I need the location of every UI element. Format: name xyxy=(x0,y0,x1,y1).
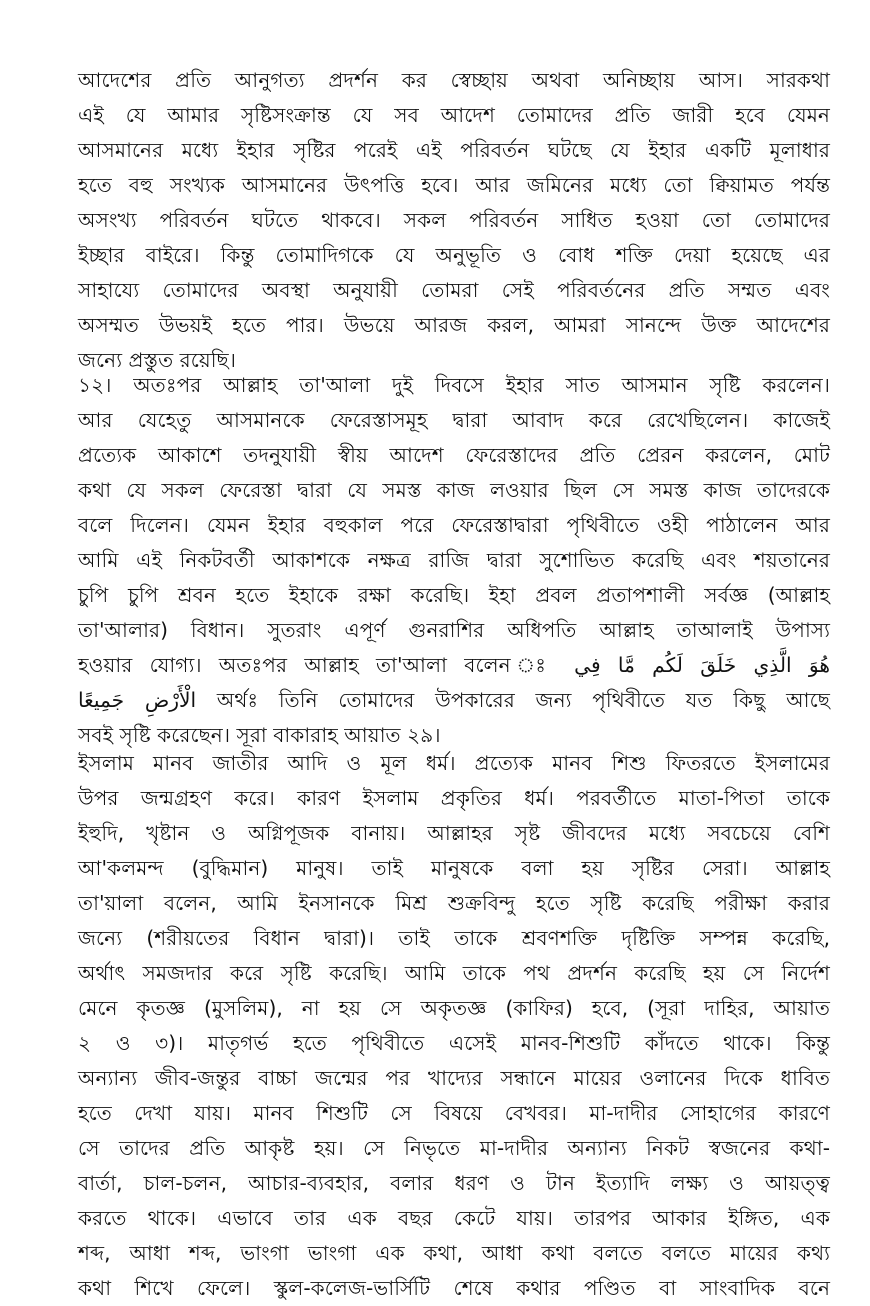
text-line: আর যেহেতু আসমানকে ফেরেস্তাসমূহ দ্বারা আবাদ করে রেখেছিলেন। কাজেই xyxy=(78,408,830,432)
text-line: অসংখ্য পরিবর্তন ঘটতে থাকবে। সকল পরিবর্তন সাধিত হওয়া তো তোমাদের xyxy=(78,208,830,232)
text-line: চুপি চুপি শ্রবন হতে ইহাকে রক্ষা করেছি। ইহা প্রবল প্রতাপশালী সর্বজ্ঞ (আল্লাহ xyxy=(78,583,830,607)
text-line: কথা শিখে ফেলে। স্কুল-কলেজ-ভার্সিটি শেষে কথার পণ্ডিত বা সাংবাদিক বনে xyxy=(78,1276,830,1300)
text-line: করতে থাকে। এভাবে তার এক বছর কেটে যায়। তারপর আকার ইঙ্গিত, এক xyxy=(78,1206,830,1230)
text-line: হতে দেখা যায়। মানব শিশুটি সে বিষয়ে বেখবর। মা-দাদীর সোহাগের কারণে xyxy=(78,1101,830,1125)
text-line: ইহুদি, খৃষ্টান ও অগ্নিপূজক বানায়। আল্লাহর সৃষ্ট জীবদের মধ্যে সবচেয়ে বেশি xyxy=(78,821,830,845)
paragraph-2 xyxy=(78,368,830,753)
text-line: আদেশের প্রতি আনুগত্য প্রদর্শন কর স্বেচ্ছায় অথবা অনিচ্ছায় আস। সারকথা xyxy=(78,68,830,92)
text-line: এই যে আমার সৃষ্টিসংক্রান্ত যে সব আদেশ তোমাদের প্রতি জারী হবে যেমন xyxy=(78,103,830,127)
text-line: সাহায্যে তোমাদের অবস্থা অনুযায়ী তোমরা সেই পরিবর্তনের প্রতি সম্মত এবং xyxy=(78,278,830,302)
text-line: ১২। অতঃপর আল্লাহ তা'আলা দুই দিবসে ইহার সাত আসমান সৃষ্টি করলেন। xyxy=(78,373,830,397)
text-line: উপর জন্মগ্রহণ করে। কারণ ইসলাম প্রকৃতির ধর্ম। পরবর্তীতে মাতা-পিতা তাকে xyxy=(78,786,830,810)
text-line: তা'য়ালা বলেন, আমি ইনসানকে মিশ্র শুক্রবিন্দু হতে সৃষ্টি করেছি পরীক্ষা করার xyxy=(78,891,830,915)
text-line: শব্দ, আধা শব্দ, ভাংগা ভাংগা এক কথা, আধা কথা বলতে বলতে মায়ের কথ্য xyxy=(78,1241,830,1265)
text-line: আসমানের মধ্যে ইহার সৃষ্টির পরেই এই পরিবর্তন ঘটছে যে ইহার একটি মূলাধার xyxy=(78,138,830,162)
text-line: সবই সৃষ্টি করেছেন। সূরা বাকারাহ আয়াত ২৯। xyxy=(78,723,441,747)
text-line: বলে দিলেন। যেমন ইহার বহুকাল পরে ফেরেস্তাদ্বারা পৃথিবীতে ওহী পাঠালেন আর xyxy=(78,513,830,537)
text-line: হতে বহু সংখ্যক আসমানের উৎপত্তি হবে। আর জমিনের মধ্যে তো ক্বিয়ামত পর্যন্ত xyxy=(78,173,830,197)
text-line: আ'কলমন্দ (বুদ্ধিমান) মানুষ। তাই মানুষকে বলা হয় সৃষ্টির সেরা। আল্লাহ xyxy=(78,856,830,880)
text-line: জন্যে (শরীয়তের বিধান দ্বারা)। তাই তাকে শ্রবণশক্তি দৃষ্টিক্তি সম্পন্ন করেছি, xyxy=(78,926,830,950)
text-line: জন্যে প্রস্তুত রয়েছি। xyxy=(78,348,236,372)
text-line: অন্যান্য জীব-জন্তুর বাচ্চা জন্মের পর খাদ্যের সন্ধানে মায়ের ওলানের দিকে ধাবিত xyxy=(78,1066,830,1090)
text-line: অসম্মত উভয়ই হতে পার। উভয়ে আরজ করল, আমরা সানন্দে উক্ত আদেশের xyxy=(78,313,830,337)
text-line: ইসলাম মানব জাতীর আদি ও মূল ধর্ম। প্রত্যেক মানব শিশু ফিতরতে ইসলামের xyxy=(78,751,830,775)
text-line: মেনে কৃতজ্ঞ (মুসলিম), না হয় সে অকৃতজ্ঞ (কাফির) হবে, (সূরা দাহির, আয়াত xyxy=(78,996,830,1020)
text-line: ইচ্ছার বাইরে। কিন্তু তোমাদিগকে যে অনুভূতি ও বোধ শক্তি দেয়া হয়েছে এর xyxy=(78,243,830,267)
text-line: ২ ও ৩)। মাতৃগর্ভ হতে পৃথিবীতে এসেই মানব-শিশুটি কাঁদতে থাকে। কিন্তু xyxy=(78,1031,830,1055)
paragraph-3 xyxy=(78,746,830,1306)
text-line: বার্তা, চাল-চলন, আচার-ব্যবহার, বলার ধরণ ও টান ইত্যাদি লক্ষ্য ও আয়ত্ত্ব xyxy=(78,1171,830,1195)
text-line-with-arabic-verse: হওয়ার যোগ্য। অতঃপর আল্লাহ তা'আলা বলেন ঃ هُوَ الَّذِي خَلَقَ لَكُم مَّا فِي xyxy=(78,653,830,677)
text-line: অর্থাৎ সমজদার করে সৃষ্টি করেছি। আমি তাকে পথ প্রদর্শন করেছি হয় সে নির্দেশ xyxy=(78,961,830,985)
text-line: প্রত্যেক আকাশে তদনুযায়ী স্বীয় আদেশ ফেরেস্তাদের প্রতি প্রেরন করলেন, মোট xyxy=(78,443,830,467)
text-line: কথা যে সকল ফেরেস্তা দ্বারা যে সমস্ত কাজ লওয়ার ছিল সে সমস্ত কাজ তাদেরকে xyxy=(78,478,830,502)
paragraph-1 xyxy=(78,63,830,378)
text-line-with-arabic-verse: الْأَرْضِ جَمِيعًا অর্থঃ তিনি তোমাদের উপকারের জন্য পৃথিবীতে যত কিছু আছে xyxy=(78,688,830,712)
text-line: তা'আলার) বিধান। সুতরাং এপূর্ণ গুনরাশির অধিপতি আল্লাহ তাআলাই উপাস্য xyxy=(78,618,830,642)
text-line: সে তাদের প্রতি আকৃষ্ট হয়। সে নিভৃতে মা-দাদীর অন্যান্য নিকট স্বজনের কথা- xyxy=(78,1136,830,1160)
text-line: আমি এই নিকটবর্তী আকাশকে নক্ষত্র রাজি দ্বারা সুশোভিত করেছি এবং শয়তানের xyxy=(78,548,830,572)
